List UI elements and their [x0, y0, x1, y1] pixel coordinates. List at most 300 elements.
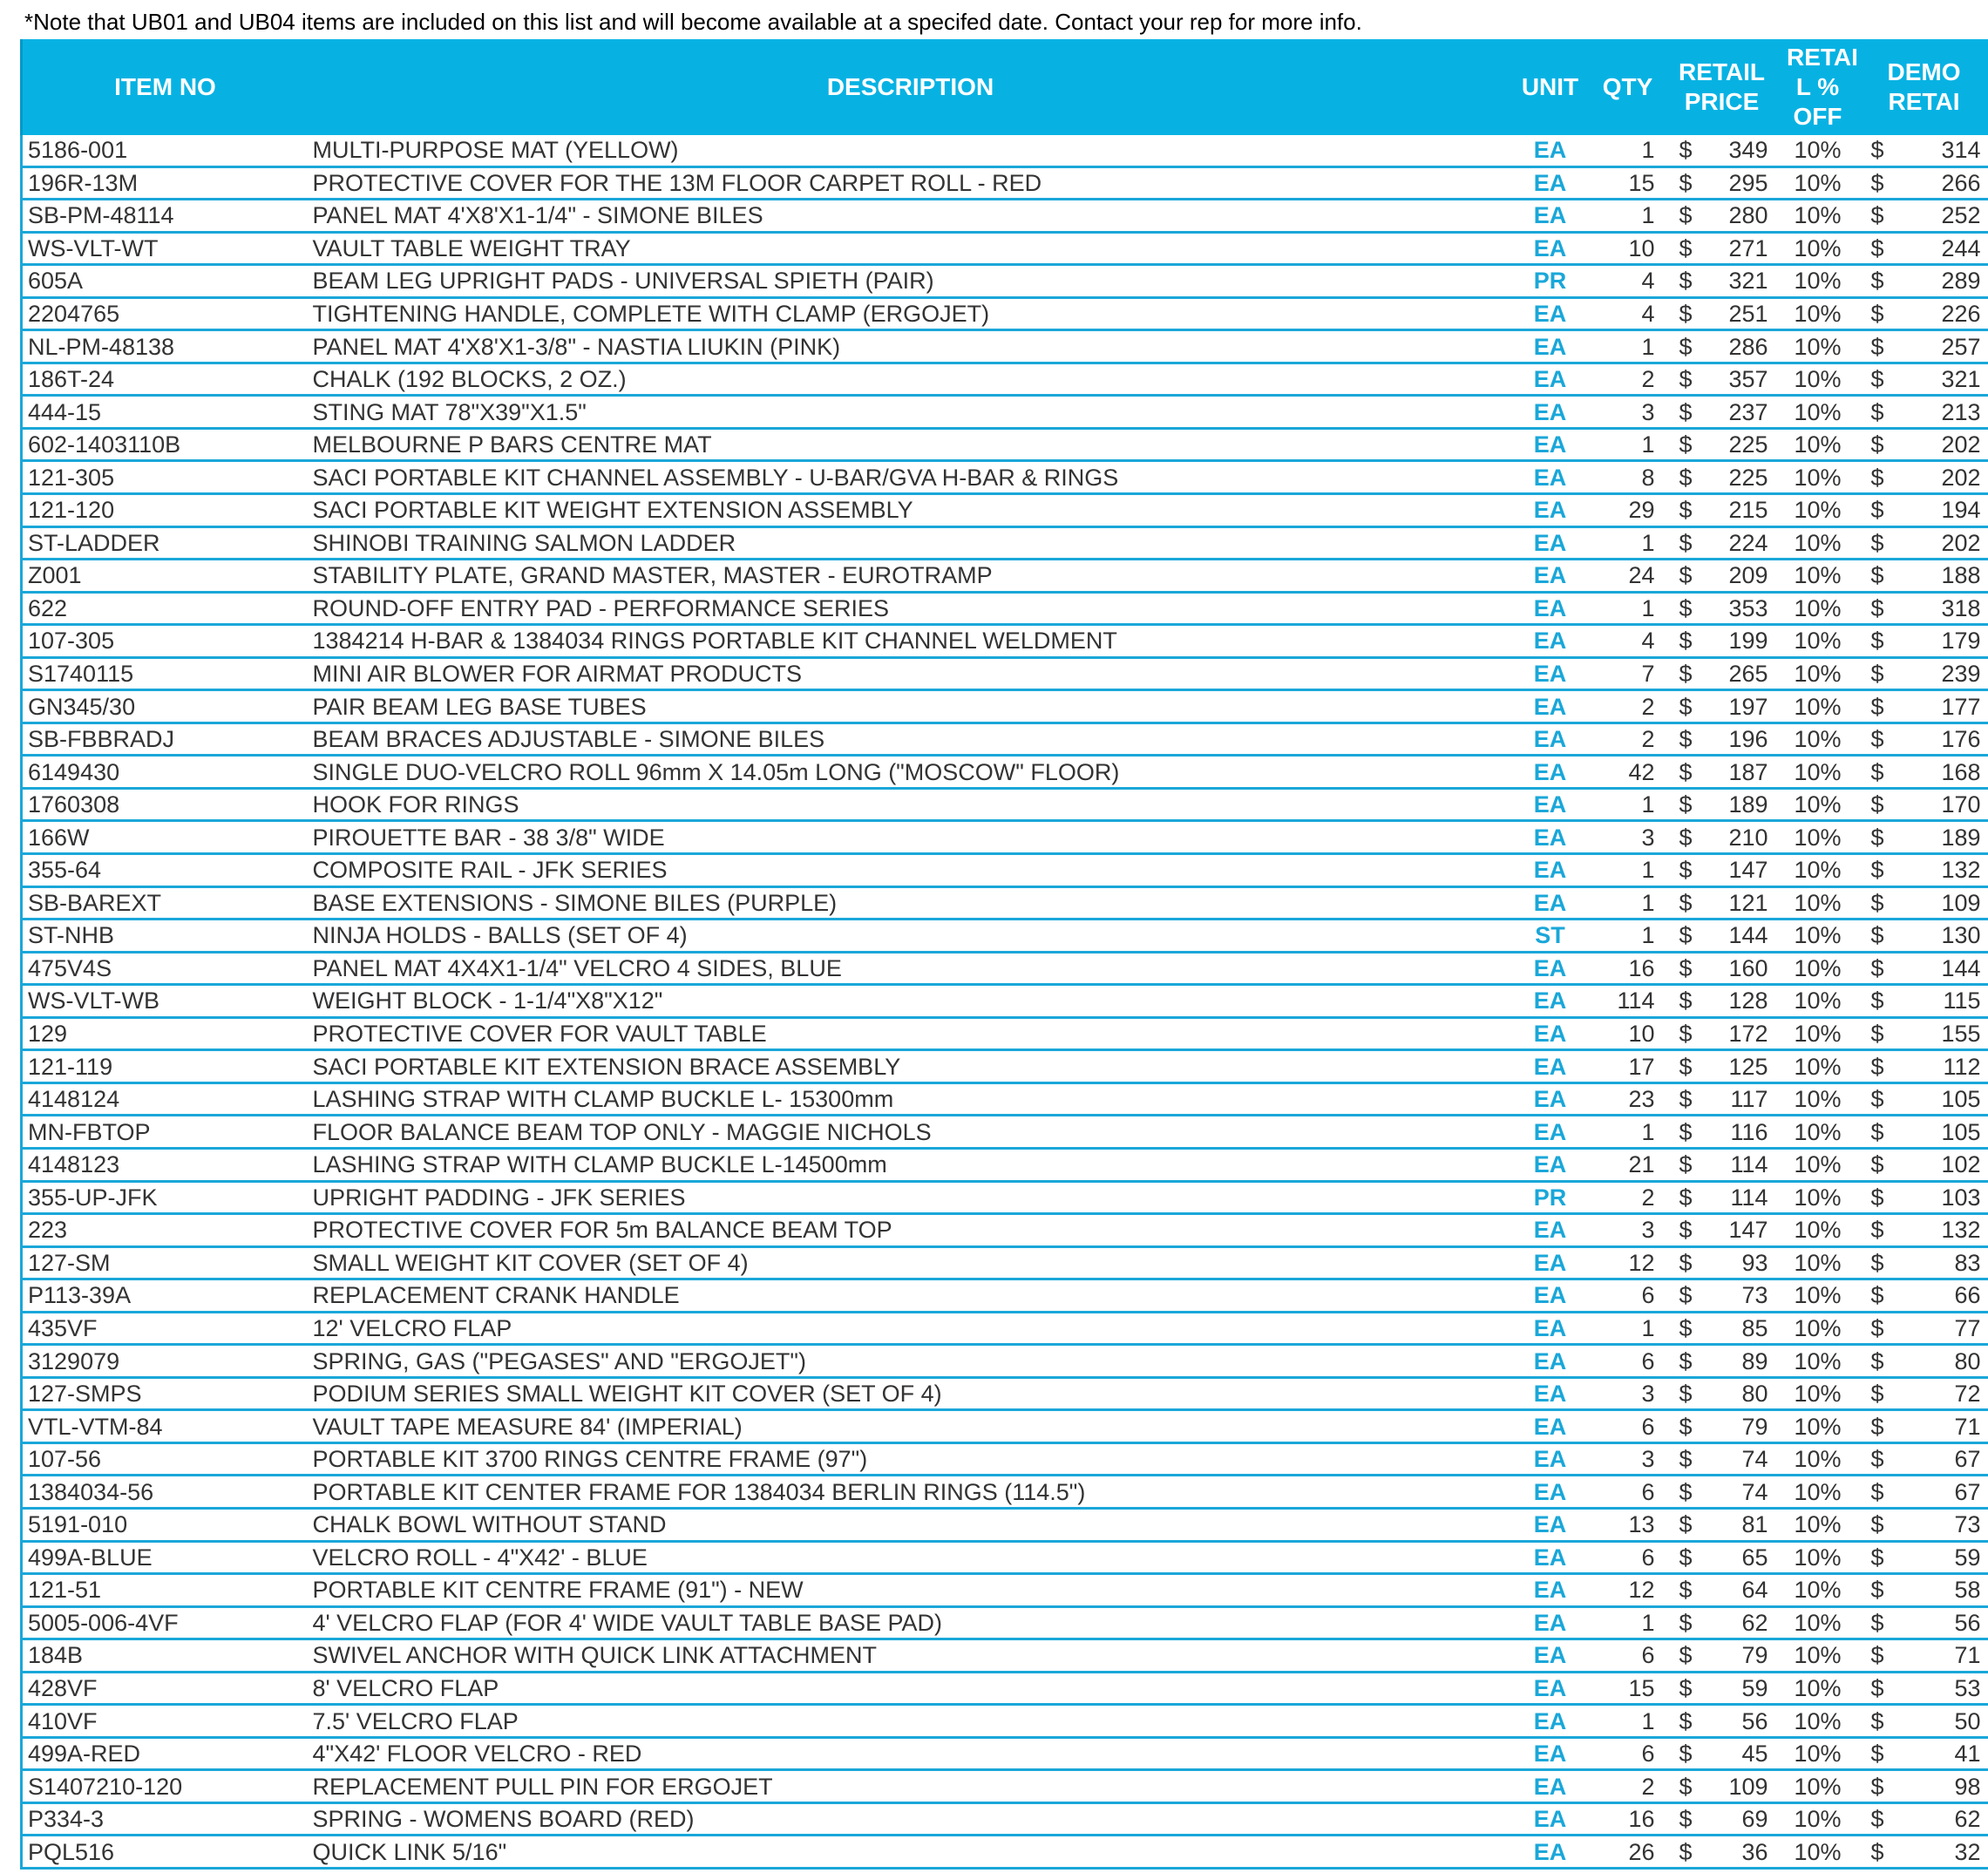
item-no-cell: 605A	[22, 265, 309, 298]
retail-price-cell: 196	[1713, 723, 1777, 756]
unit-cell: PR	[1512, 1181, 1589, 1214]
demo-retail-cell: 155	[1904, 1017, 1988, 1050]
demo-currency-cell: $	[1859, 1508, 1904, 1541]
demo-retail-cell: 73	[1904, 1508, 1988, 1541]
retail-price-cell: 93	[1713, 1246, 1777, 1279]
item-no-cell: 499A-RED	[22, 1737, 309, 1770]
col-header-item-no[interactable]: ITEM NO	[22, 39, 309, 135]
retail-currency-cell: $	[1667, 1606, 1713, 1639]
table-row[interactable]	[22, 330, 1988, 363]
table-row[interactable]	[22, 265, 1988, 298]
description-cell: 12' VELCRO FLAP	[309, 1312, 1512, 1345]
retail-currency-cell: $	[1667, 886, 1713, 920]
description-cell: UPRIGHT PADDING - JFK SERIES	[309, 1181, 1512, 1214]
demo-retail-cell: 144	[1904, 952, 1988, 985]
demo-retail-cell: 239	[1904, 657, 1988, 690]
retail-price-cell: 125	[1713, 1050, 1777, 1083]
retail-pct-off-cell: 10%	[1777, 1705, 1859, 1738]
retail-pct-off-cell: 10%	[1777, 1148, 1859, 1181]
demo-retail-cell: 103	[1904, 1181, 1988, 1214]
item-no-cell: 127-SMPS	[22, 1377, 309, 1410]
table-row[interactable]	[22, 428, 1988, 461]
unit-cell: EA	[1512, 396, 1589, 429]
table-row[interactable]	[22, 363, 1988, 396]
unit-cell: EA	[1512, 756, 1589, 789]
unit-cell: EA	[1512, 1737, 1589, 1770]
table-row[interactable]	[22, 854, 1988, 887]
retail-currency-cell: $	[1667, 1705, 1713, 1738]
retail-price-cell: 225	[1713, 428, 1777, 461]
retail-pct-off-cell: 10%	[1777, 1377, 1859, 1410]
qty-cell: 1	[1589, 1116, 1667, 1149]
retail-price-cell: 62	[1713, 1606, 1777, 1639]
retail-price-cell: 286	[1713, 330, 1777, 363]
unit-cell: EA	[1512, 1345, 1589, 1378]
item-no-cell: S1740115	[22, 657, 309, 690]
item-no-cell: 5191-010	[22, 1508, 309, 1541]
retail-price-cell: 74	[1713, 1476, 1777, 1509]
table-row[interactable]	[22, 985, 1988, 1018]
retail-price-cell: 81	[1713, 1508, 1777, 1541]
retail-currency-cell: $	[1667, 297, 1713, 330]
qty-cell: 4	[1589, 297, 1667, 330]
table-row[interactable]	[22, 1705, 1988, 1738]
description-cell: TIGHTENING HANDLE, COMPLETE WITH CLAMP (ERGOJET)	[309, 297, 1512, 330]
description-cell: PANEL MAT 4'X8'X1-1/4" - SIMONE BILES	[309, 200, 1512, 233]
retail-pct-off-cell: 10%	[1777, 461, 1859, 494]
retail-pct-off-cell: 10%	[1777, 1802, 1859, 1836]
retail-pct-off-cell: 10%	[1777, 1017, 1859, 1050]
demo-retail-cell: 67	[1904, 1476, 1988, 1509]
table-row[interactable]	[22, 1377, 1988, 1410]
demo-currency-cell: $	[1859, 1050, 1904, 1083]
table-row[interactable]	[22, 560, 1988, 593]
retail-price-cell: 349	[1713, 135, 1777, 166]
retail-pct-off-cell: 10%	[1777, 1606, 1859, 1639]
retail-price-cell: 215	[1713, 494, 1777, 527]
retail-currency-cell: $	[1667, 952, 1713, 985]
retail-currency-cell: $	[1667, 920, 1713, 953]
demo-retail-cell: 132	[1904, 854, 1988, 887]
description-cell: 8' VELCRO FLAP	[309, 1672, 1512, 1705]
item-no-cell: 186T-24	[22, 363, 309, 396]
retail-price-cell: 116	[1713, 1116, 1777, 1149]
description-cell: PORTABLE KIT CENTER FRAME FOR 1384034 BERLIN RINGS (114.5")	[309, 1476, 1512, 1509]
retail-price-cell: 160	[1713, 952, 1777, 985]
table-row[interactable]	[22, 625, 1988, 658]
unit-cell: EA	[1512, 886, 1589, 920]
unit-cell: EA	[1512, 363, 1589, 396]
table-row[interactable]	[22, 200, 1988, 233]
demo-currency-cell: $	[1859, 886, 1904, 920]
item-no-cell: P334-3	[22, 1802, 309, 1836]
qty-cell: 1	[1589, 592, 1667, 625]
retail-price-cell: 144	[1713, 920, 1777, 953]
demo-retail-cell: 50	[1904, 1705, 1988, 1738]
retail-currency-cell: $	[1667, 330, 1713, 363]
retail-pct-off-cell: 10%	[1777, 1246, 1859, 1279]
demo-retail-cell: 58	[1904, 1574, 1988, 1607]
retail-price-cell: 225	[1713, 461, 1777, 494]
item-no-cell: 3129079	[22, 1345, 309, 1378]
unit-cell: EA	[1512, 854, 1589, 887]
qty-cell: 26	[1589, 1836, 1667, 1869]
retail-price-cell: 73	[1713, 1279, 1777, 1313]
item-no-cell: VTL-VTM-84	[22, 1410, 309, 1443]
demo-currency-cell: $	[1859, 592, 1904, 625]
unit-cell: EA	[1512, 494, 1589, 527]
col-header-description[interactable]: DESCRIPTION	[309, 39, 1512, 135]
table-row[interactable]	[22, 1574, 1988, 1607]
retail-pct-off-cell: 10%	[1777, 1050, 1859, 1083]
item-no-cell: 107-56	[22, 1442, 309, 1476]
unit-cell: EA	[1512, 985, 1589, 1018]
table-row[interactable]	[22, 1017, 1988, 1050]
qty-cell: 1	[1589, 1606, 1667, 1639]
retail-pct-off-cell: 10%	[1777, 166, 1859, 200]
demo-currency-cell: $	[1859, 396, 1904, 429]
retail-currency-cell: $	[1667, 854, 1713, 887]
demo-retail-cell: 109	[1904, 886, 1988, 920]
table-row[interactable]	[22, 1770, 1988, 1803]
table-row[interactable]	[22, 1639, 1988, 1673]
retail-pct-off-cell: 10%	[1777, 1476, 1859, 1509]
table-row[interactable]	[22, 1214, 1988, 1247]
qty-cell: 16	[1589, 1802, 1667, 1836]
table-row[interactable]	[22, 1410, 1988, 1443]
table-row[interactable]	[22, 1148, 1988, 1181]
demo-currency-cell: $	[1859, 232, 1904, 265]
retail-price-cell: 109	[1713, 1770, 1777, 1803]
demo-retail-cell: 314	[1904, 135, 1988, 166]
demo-retail-cell: 202	[1904, 428, 1988, 461]
item-no-cell: 5186-001	[22, 135, 309, 166]
unit-cell: EA	[1512, 592, 1589, 625]
qty-cell: 7	[1589, 657, 1667, 690]
demo-currency-cell: $	[1859, 1770, 1904, 1803]
demo-currency-cell: $	[1859, 1705, 1904, 1738]
retail-currency-cell: $	[1667, 657, 1713, 690]
description-cell: MELBOURNE P BARS CENTRE MAT	[309, 428, 1512, 461]
table-row[interactable]	[22, 526, 1988, 560]
table-row[interactable]	[22, 1050, 1988, 1083]
retail-price-cell: 251	[1713, 297, 1777, 330]
description-cell: 4"X42' FLOOR VELCRO - RED	[309, 1737, 1512, 1770]
retail-pct-off-cell: 10%	[1777, 1214, 1859, 1247]
item-no-cell: MN-FBTOP	[22, 1116, 309, 1149]
unit-cell: EA	[1512, 200, 1589, 233]
demo-currency-cell: $	[1859, 330, 1904, 363]
description-cell: MULTI-PURPOSE MAT (YELLOW)	[309, 135, 1512, 166]
retail-pct-off-cell: 10%	[1777, 265, 1859, 298]
demo-currency-cell: $	[1859, 1116, 1904, 1149]
demo-retail-cell: 71	[1904, 1410, 1988, 1443]
description-cell: VELCRO ROLL - 4"X42' - BLUE	[309, 1541, 1512, 1574]
qty-cell: 12	[1589, 1574, 1667, 1607]
unit-cell: EA	[1512, 428, 1589, 461]
table-row[interactable]	[22, 788, 1988, 821]
demo-retail-cell: 77	[1904, 1312, 1988, 1345]
retail-pct-off-cell: 10%	[1777, 1541, 1859, 1574]
retail-price-cell: 224	[1713, 526, 1777, 560]
qty-cell: 1	[1589, 135, 1667, 166]
qty-cell: 1	[1589, 330, 1667, 363]
table-row[interactable]	[22, 1442, 1988, 1476]
demo-retail-cell: 72	[1904, 1377, 1988, 1410]
retail-currency-cell: $	[1667, 265, 1713, 298]
retail-price-cell: 321	[1713, 265, 1777, 298]
item-no-cell: Z001	[22, 560, 309, 593]
retail-pct-off-cell: 10%	[1777, 494, 1859, 527]
retail-currency-cell: $	[1667, 363, 1713, 396]
table-row[interactable]	[22, 1181, 1988, 1214]
description-cell: 4' VELCRO FLAP (FOR 4' WIDE VAULT TABLE BASE PAD)	[309, 1606, 1512, 1639]
item-no-cell: ST-NHB	[22, 920, 309, 953]
description-cell: PODIUM SERIES SMALL WEIGHT KIT COVER (SET OF 4)	[309, 1377, 1512, 1410]
table-body	[22, 135, 1988, 1868]
demo-retail-cell: 62	[1904, 1802, 1988, 1836]
table-row[interactable]	[22, 657, 1988, 690]
demo-retail-cell: 98	[1904, 1770, 1988, 1803]
qty-cell: 15	[1589, 1672, 1667, 1705]
retail-currency-cell: $	[1667, 428, 1713, 461]
item-no-cell: NL-PM-48138	[22, 330, 309, 363]
demo-currency-cell: $	[1859, 1312, 1904, 1345]
qty-cell: 3	[1589, 1377, 1667, 1410]
availability-note: *Note that UB01 and UB04 items are included on this list and will become available at a specifed date. Contact your rep for more info.	[24, 9, 1362, 35]
retail-pct-off-cell: 10%	[1777, 396, 1859, 429]
table-row[interactable]	[22, 1508, 1988, 1541]
retail-pct-off-cell: 10%	[1777, 1508, 1859, 1541]
item-no-cell: 428VF	[22, 1672, 309, 1705]
demo-retail-cell: 318	[1904, 592, 1988, 625]
item-no-cell: 129	[22, 1017, 309, 1050]
retail-pct-off-cell: 10%	[1777, 1181, 1859, 1214]
description-cell: BEAM LEG UPRIGHT PADS - UNIVERSAL SPIETH (PAIR)	[309, 265, 1512, 298]
demo-currency-cell: $	[1859, 526, 1904, 560]
qty-cell: 1	[1589, 788, 1667, 821]
table-row[interactable]	[22, 494, 1988, 527]
item-no-cell: 6149430	[22, 756, 309, 789]
description-cell: STING MAT 78"X39"X1.5"	[309, 396, 1512, 429]
demo-retail-cell: 226	[1904, 297, 1988, 330]
retail-currency-cell: $	[1667, 756, 1713, 789]
retail-price-cell: 353	[1713, 592, 1777, 625]
description-cell: 7.5' VELCRO FLAP	[309, 1705, 1512, 1738]
item-no-cell: 602-1403110B	[22, 428, 309, 461]
description-cell: ROUND-OFF ENTRY PAD - PERFORMANCE SERIES	[309, 592, 1512, 625]
retail-currency-cell: $	[1667, 232, 1713, 265]
qty-cell: 21	[1589, 1148, 1667, 1181]
retail-price-cell: 209	[1713, 560, 1777, 593]
demo-currency-cell: $	[1859, 560, 1904, 593]
demo-currency-cell: $	[1859, 1672, 1904, 1705]
table-row[interactable]	[22, 1312, 1988, 1345]
demo-currency-cell: $	[1859, 1214, 1904, 1247]
demo-currency-cell: $	[1859, 952, 1904, 985]
retail-currency-cell: $	[1667, 1214, 1713, 1247]
unit-cell: EA	[1512, 821, 1589, 854]
demo-currency-cell: $	[1859, 1737, 1904, 1770]
table-row[interactable]	[22, 1802, 1988, 1836]
table-row[interactable]	[22, 396, 1988, 429]
demo-retail-cell: 179	[1904, 625, 1988, 658]
qty-cell: 2	[1589, 1770, 1667, 1803]
table-row[interactable]	[22, 1116, 1988, 1149]
retail-currency-cell: $	[1667, 1410, 1713, 1443]
table-row[interactable]	[22, 886, 1988, 920]
demo-retail-cell: 252	[1904, 200, 1988, 233]
retail-price-cell: 187	[1713, 756, 1777, 789]
qty-cell: 1	[1589, 428, 1667, 461]
unit-cell: EA	[1512, 1705, 1589, 1738]
table-row[interactable]	[22, 920, 1988, 953]
retail-currency-cell: $	[1667, 526, 1713, 560]
table-row[interactable]	[22, 1541, 1988, 1574]
description-cell: PANEL MAT 4X4X1-1/4" VELCRO 4 SIDES, BLUE	[309, 952, 1512, 985]
unit-cell: EA	[1512, 1606, 1589, 1639]
item-no-cell: GN345/30	[22, 690, 309, 723]
retail-pct-off-cell: 10%	[1777, 723, 1859, 756]
table-row[interactable]	[22, 1279, 1988, 1313]
table-row[interactable]	[22, 1345, 1988, 1378]
unit-cell: EA	[1512, 1574, 1589, 1607]
retail-price-cell: 89	[1713, 1345, 1777, 1378]
retail-pct-off-cell: 10%	[1777, 952, 1859, 985]
demo-currency-cell: $	[1859, 1148, 1904, 1181]
retail-currency-cell: $	[1667, 625, 1713, 658]
demo-currency-cell: $	[1859, 1442, 1904, 1476]
table-row[interactable]	[22, 1246, 1988, 1279]
col-header-unit[interactable]: UNIT	[1512, 39, 1589, 135]
unit-cell: EA	[1512, 1116, 1589, 1149]
table-row[interactable]	[22, 1476, 1988, 1509]
table-row[interactable]	[22, 1836, 1988, 1869]
col-header-qty[interactable]: QTY	[1589, 39, 1667, 135]
unit-cell: EA	[1512, 657, 1589, 690]
col-header-retail-price[interactable]: RETAIL PRICE	[1667, 39, 1777, 135]
qty-cell: 6	[1589, 1345, 1667, 1378]
qty-cell: 24	[1589, 560, 1667, 593]
unit-cell: EA	[1512, 1148, 1589, 1181]
demo-currency-cell: $	[1859, 690, 1904, 723]
retail-pct-off-cell: 10%	[1777, 135, 1859, 166]
unit-cell: EA	[1512, 560, 1589, 593]
table-row[interactable]	[22, 821, 1988, 854]
table-row[interactable]	[22, 1672, 1988, 1705]
unit-cell: EA	[1512, 232, 1589, 265]
table-row[interactable]	[22, 952, 1988, 985]
item-no-cell: WS-VLT-WT	[22, 232, 309, 265]
retail-price-cell: 237	[1713, 396, 1777, 429]
item-no-cell: P113-39A	[22, 1279, 309, 1313]
table-row[interactable]	[22, 1606, 1988, 1639]
item-no-cell: 355-UP-JFK	[22, 1181, 309, 1214]
retail-pct-off-cell: 10%	[1777, 297, 1859, 330]
description-cell: SWIVEL ANCHOR WITH QUICK LINK ATTACHMENT	[309, 1639, 1512, 1673]
retail-price-cell: 121	[1713, 886, 1777, 920]
demo-retail-cell: 170	[1904, 788, 1988, 821]
qty-cell: 1	[1589, 886, 1667, 920]
description-cell: PAIR BEAM LEG BASE TUBES	[309, 690, 1512, 723]
item-no-cell: 435VF	[22, 1312, 309, 1345]
unit-cell: EA	[1512, 135, 1589, 166]
demo-retail-cell: 105	[1904, 1082, 1988, 1116]
description-cell: SACI PORTABLE KIT EXTENSION BRACE ASSEMBLY	[309, 1050, 1512, 1083]
table-row[interactable]	[22, 461, 1988, 494]
table-row[interactable]	[22, 756, 1988, 789]
demo-retail-cell: 266	[1904, 166, 1988, 200]
item-no-cell: 121-51	[22, 1574, 309, 1607]
item-no-cell: 196R-13M	[22, 166, 309, 200]
retail-currency-cell: $	[1667, 788, 1713, 821]
description-cell: LASHING STRAP WITH CLAMP BUCKLE L- 15300mm	[309, 1082, 1512, 1116]
retail-pct-off-cell: 10%	[1777, 886, 1859, 920]
qty-cell: 8	[1589, 461, 1667, 494]
retail-pct-off-cell: 10%	[1777, 1639, 1859, 1673]
retail-price-cell: 199	[1713, 625, 1777, 658]
retail-price-cell: 56	[1713, 1705, 1777, 1738]
demo-retail-cell: 105	[1904, 1116, 1988, 1149]
table-row[interactable]	[22, 592, 1988, 625]
qty-cell: 13	[1589, 1508, 1667, 1541]
retail-price-cell: 210	[1713, 821, 1777, 854]
table-row[interactable]	[22, 1082, 1988, 1116]
item-no-cell: 121-119	[22, 1050, 309, 1083]
description-cell: SPRING, GAS ("PEGASES" AND "ERGOJET")	[309, 1345, 1512, 1378]
description-cell: PANEL MAT 4'X8'X1-3/8" - NASTIA LIUKIN (PINK)	[309, 330, 1512, 363]
unit-cell: EA	[1512, 625, 1589, 658]
item-no-cell: 499A-BLUE	[22, 1541, 309, 1574]
retail-currency-cell: $	[1667, 592, 1713, 625]
table-row[interactable]	[22, 232, 1988, 265]
table-row[interactable]	[22, 297, 1988, 330]
qty-cell: 16	[1589, 952, 1667, 985]
demo-currency-cell: $	[1859, 1836, 1904, 1869]
item-no-cell: 107-305	[22, 625, 309, 658]
demo-currency-cell: $	[1859, 1802, 1904, 1836]
item-no-cell: ST-LADDER	[22, 526, 309, 560]
demo-currency-cell: $	[1859, 265, 1904, 298]
item-no-cell: 1384034-56	[22, 1476, 309, 1509]
item-no-cell: 127-SM	[22, 1246, 309, 1279]
demo-currency-cell: $	[1859, 1410, 1904, 1443]
table-row[interactable]	[22, 135, 1988, 166]
description-cell: LASHING STRAP WITH CLAMP BUCKLE L-14500mm	[309, 1148, 1512, 1181]
description-cell: SPRING - WOMENS BOARD (RED)	[309, 1802, 1512, 1836]
table-row[interactable]	[22, 1737, 1988, 1770]
retail-price-cell: 69	[1713, 1802, 1777, 1836]
col-header-retail-pct-off[interactable]: RETAI L % OFF	[1777, 39, 1859, 135]
unit-cell: EA	[1512, 1410, 1589, 1443]
item-no-cell: 121-305	[22, 461, 309, 494]
item-no-cell: 184B	[22, 1639, 309, 1673]
description-cell: PIROUETTE BAR - 38 3/8" WIDE	[309, 821, 1512, 854]
item-no-cell: SB-BAREXT	[22, 886, 309, 920]
retail-pct-off-cell: 10%	[1777, 428, 1859, 461]
retail-price-cell: 147	[1713, 1214, 1777, 1247]
col-header-demo-retail[interactable]: DEMO RETAI	[1859, 39, 1988, 135]
retail-price-cell: 295	[1713, 166, 1777, 200]
table-row[interactable]	[22, 723, 1988, 756]
table-row[interactable]	[22, 690, 1988, 723]
qty-cell: 2	[1589, 690, 1667, 723]
table-row[interactable]	[22, 166, 1988, 200]
demo-retail-cell: 189	[1904, 821, 1988, 854]
demo-currency-cell: $	[1859, 920, 1904, 953]
demo-currency-cell: $	[1859, 1541, 1904, 1574]
retail-pct-off-cell: 10%	[1777, 363, 1859, 396]
